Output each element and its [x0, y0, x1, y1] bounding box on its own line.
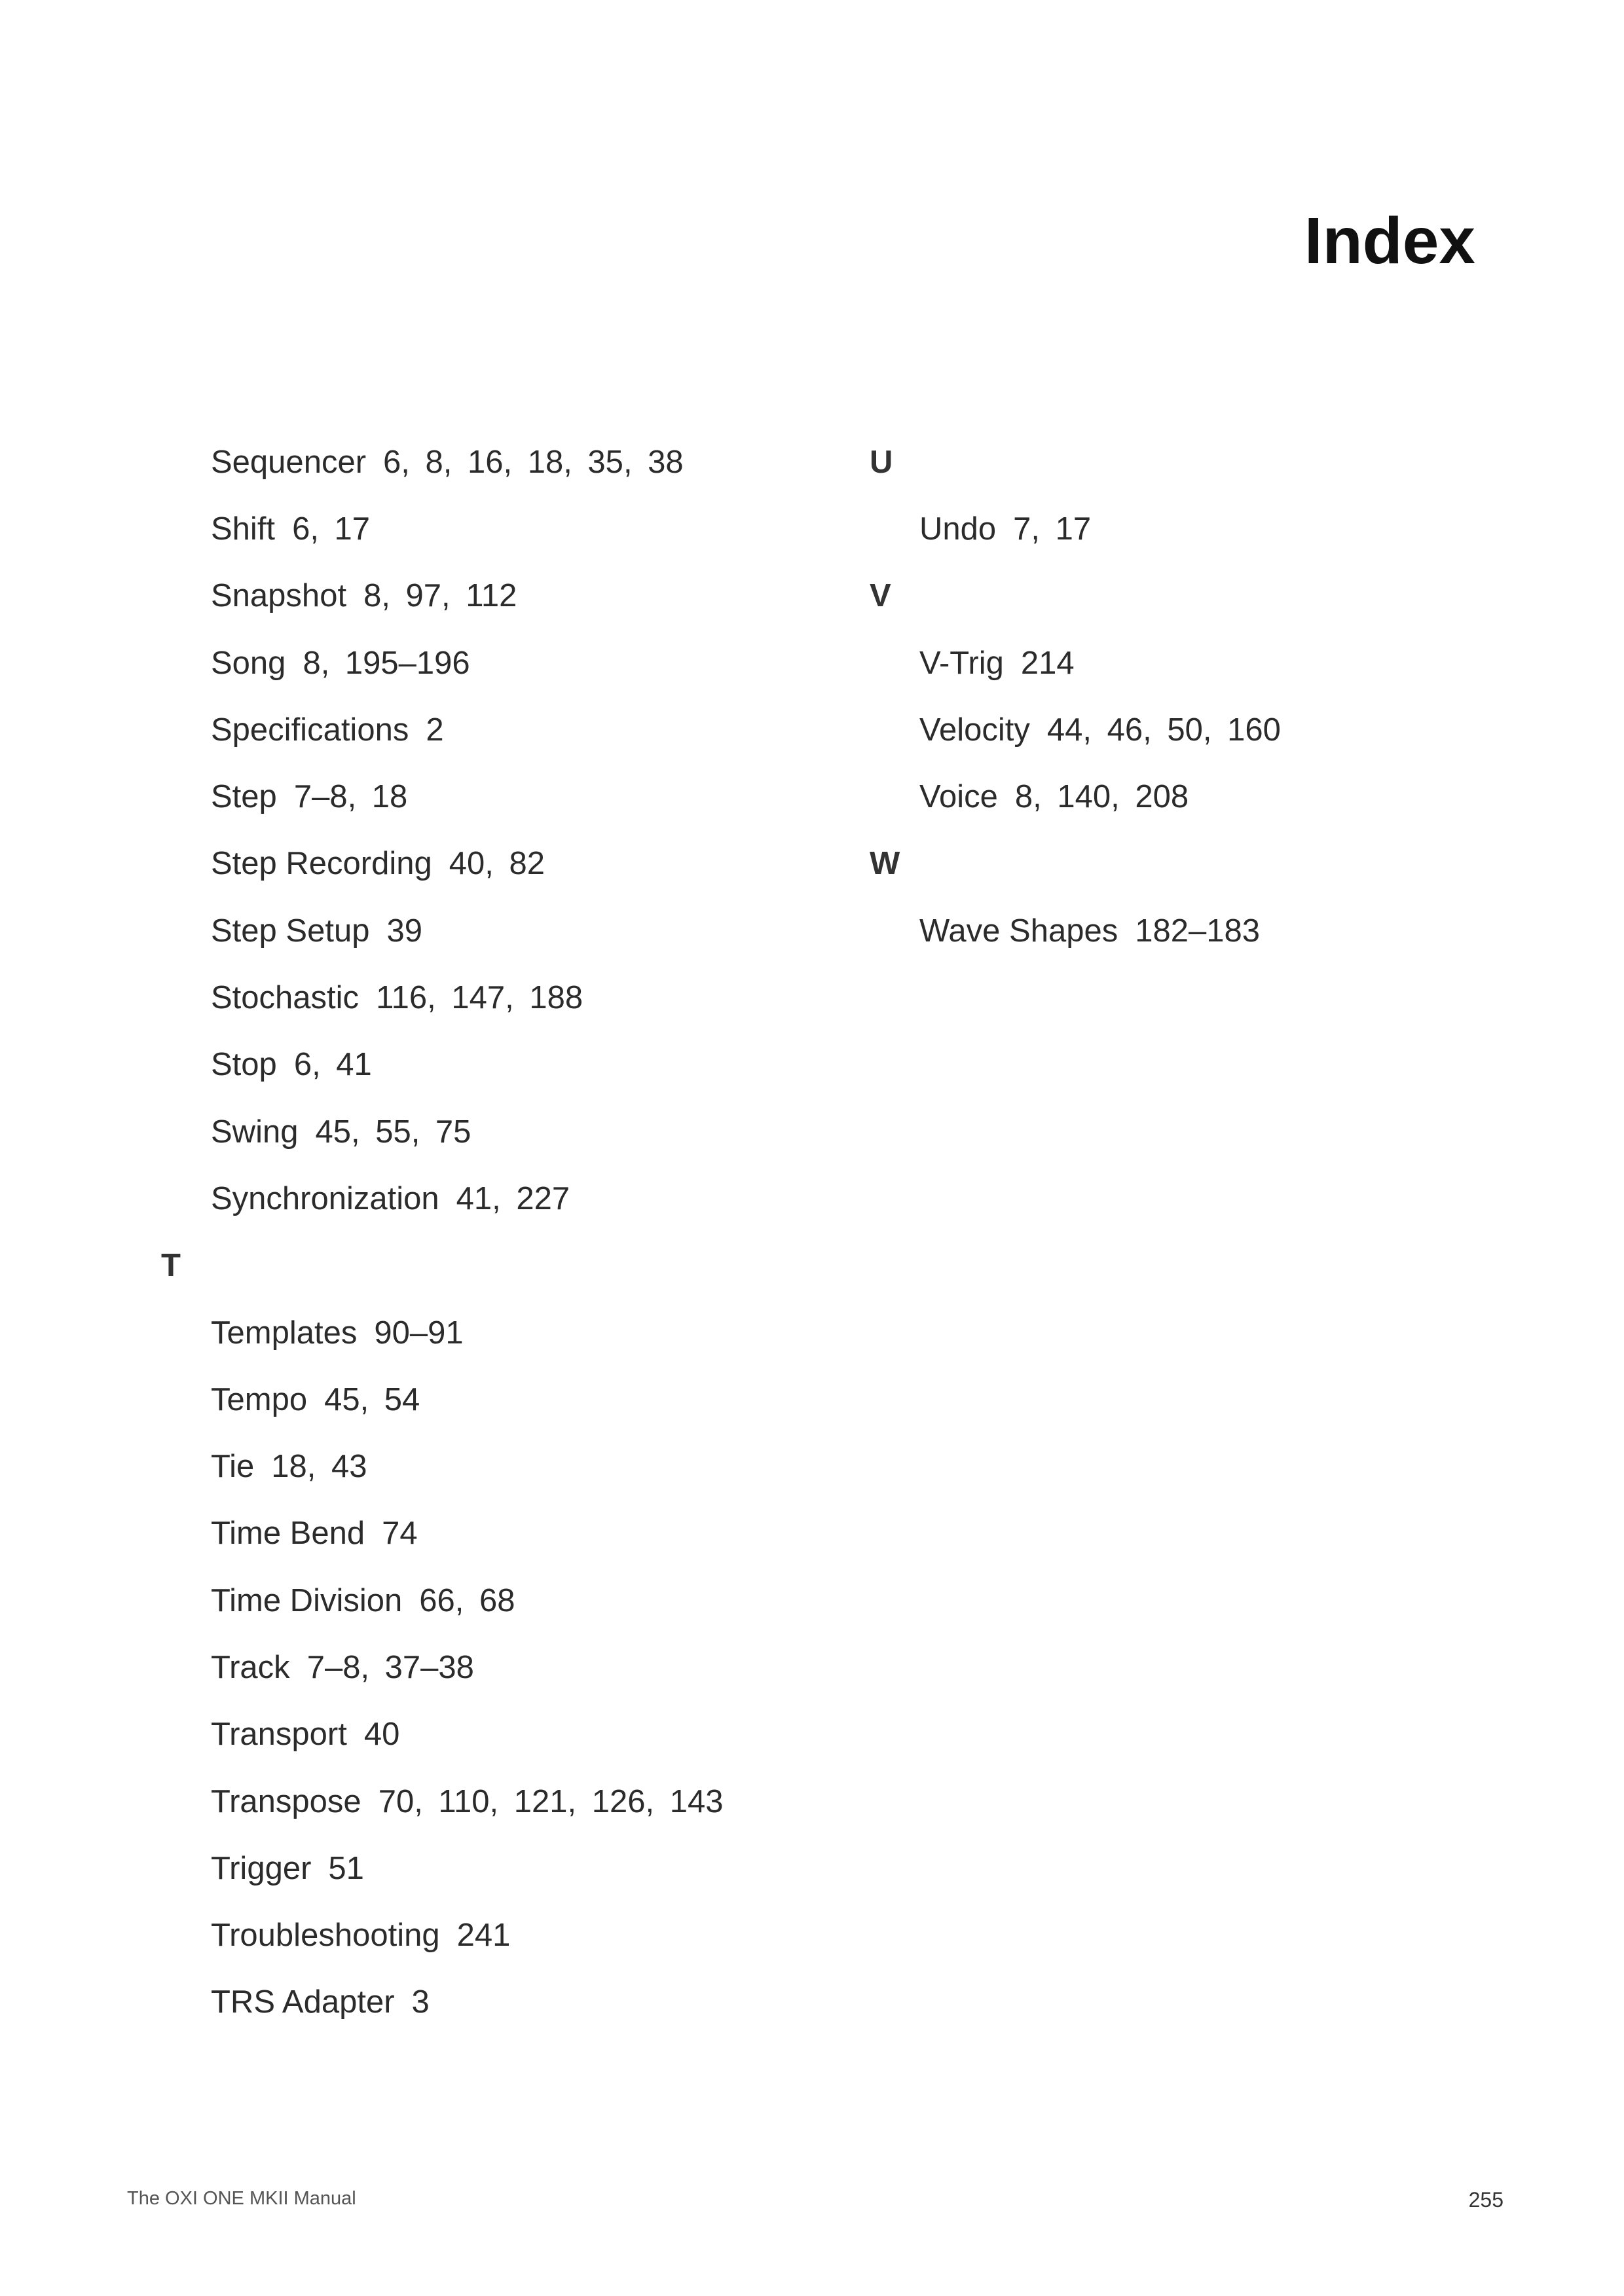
index-page-refs: 18, 43 — [271, 1449, 367, 1485]
index-entry — [161, 1099, 849, 1165]
index-entry — [161, 563, 849, 630]
index-page-refs: 6, 8, 16, 18, 35, 38 — [383, 444, 684, 480]
index-entry — [161, 1969, 849, 2036]
index-term: Track — [211, 1649, 290, 1685]
index-entry — [161, 1567, 849, 1634]
index-letter-heading: V — [870, 578, 891, 614]
index-term: Stochastic — [211, 980, 360, 1016]
index-entry — [161, 429, 849, 496]
index-term: Undo — [919, 511, 997, 547]
index-term: V-Trig — [919, 645, 1004, 681]
footer-page-number: 255 — [1468, 2188, 1504, 2212]
index-page-refs: 74 — [382, 1516, 418, 1552]
index-entry — [161, 1501, 849, 1567]
index-entry — [161, 964, 849, 1031]
index-entry — [161, 898, 849, 964]
index-page-refs: 45, 54 — [324, 1381, 420, 1417]
index-term: Specifications — [211, 712, 409, 748]
index-page-refs: 66, 68 — [419, 1582, 515, 1618]
index-entry — [161, 1300, 849, 1366]
index-page-refs: 8, 195–196 — [303, 645, 470, 681]
index-term: Stop — [211, 1047, 277, 1083]
index-term: Swing — [211, 1114, 299, 1150]
index-term: Transpose — [211, 1783, 361, 1819]
index-letter-heading: T — [161, 1248, 181, 1284]
index-page-refs: 6, 17 — [292, 511, 371, 547]
index-page-refs: 39 — [386, 913, 422, 949]
index-page-refs: 214 — [1020, 645, 1075, 681]
index-term: Step Setup — [211, 913, 370, 949]
index-term: Tempo — [211, 1381, 308, 1417]
index-term: Step Recording — [211, 846, 432, 882]
index-term: Time Bend — [211, 1516, 365, 1552]
index-entry — [161, 1702, 849, 1768]
index-entry — [161, 1835, 849, 1902]
index-page-refs: 40 — [363, 1717, 400, 1753]
index-page-refs: 182–183 — [1135, 913, 1261, 949]
index-term: Transport — [211, 1717, 347, 1753]
index-entry — [161, 1768, 849, 1835]
index-page-refs: 7–8, 37–38 — [306, 1649, 474, 1685]
index-term: Troubleshooting — [211, 1918, 440, 1954]
index-entry — [161, 630, 849, 697]
index-entry — [870, 763, 1524, 830]
index-page-refs: 90–91 — [374, 1315, 464, 1351]
index-entry — [161, 1366, 849, 1433]
index-entry — [870, 630, 1524, 697]
index-page-refs: 41, 227 — [456, 1180, 570, 1216]
index-entry — [161, 1165, 849, 1232]
page-title: Index — [1304, 204, 1475, 278]
index-page-refs: 70, 110, 121, 126, 143 — [378, 1783, 724, 1819]
index-entry — [870, 898, 1524, 964]
index-term: Wave Shapes — [919, 913, 1118, 949]
index-entry — [161, 1433, 849, 1500]
index-entry — [161, 496, 849, 562]
index-term: Trigger — [211, 1850, 312, 1886]
index-term: Time Division — [211, 1582, 403, 1618]
index-letter-heading: W — [870, 846, 900, 882]
index-term: Templates — [211, 1315, 358, 1351]
index-entry — [161, 763, 849, 830]
index-entry — [870, 496, 1524, 562]
index-page-refs: 40, 82 — [449, 846, 545, 882]
index-page-refs: 6, 41 — [293, 1047, 372, 1083]
index-page-refs: 241 — [456, 1918, 511, 1954]
index-column-right — [870, 429, 1524, 964]
index-page-refs: 51 — [328, 1850, 364, 1886]
index-term: Tie — [211, 1449, 255, 1485]
index-entry — [870, 697, 1524, 763]
index-entry — [161, 1634, 849, 1701]
index-page-refs: 8, 97, 112 — [363, 578, 517, 614]
index-page-refs: 7, 17 — [1013, 511, 1092, 547]
index-term: TRS Adapter — [211, 1984, 395, 2020]
index-page-refs: 3 — [411, 1984, 430, 2020]
index-term: Synchronization — [211, 1180, 439, 1216]
index-letter-heading: U — [870, 444, 893, 480]
index-term: Velocity — [919, 712, 1030, 748]
index-entry — [161, 1903, 849, 1969]
index-page-refs: 2 — [426, 712, 444, 748]
index-term: Sequencer — [211, 444, 367, 480]
index-term: Step — [211, 779, 277, 815]
index-page-refs: 44, 46, 50, 160 — [1046, 712, 1281, 748]
index-page-refs: 116, 147, 188 — [376, 980, 583, 1016]
index-page-refs: 8, 140, 208 — [1014, 779, 1189, 815]
footer-manual-name: The OXI ONE MKII Manual — [127, 2188, 356, 2209]
index-page-refs: 45, 55, 75 — [315, 1114, 471, 1150]
index-column-left — [161, 429, 849, 2036]
index-entry — [161, 831, 849, 898]
index-term: Snapshot — [211, 578, 347, 614]
index-term: Voice — [919, 779, 998, 815]
index-page-refs: 7–8, 18 — [293, 779, 408, 815]
index-entry — [161, 1032, 849, 1099]
index-term: Shift — [211, 511, 276, 547]
index-term: Song — [211, 645, 286, 681]
index-entry — [161, 697, 849, 763]
